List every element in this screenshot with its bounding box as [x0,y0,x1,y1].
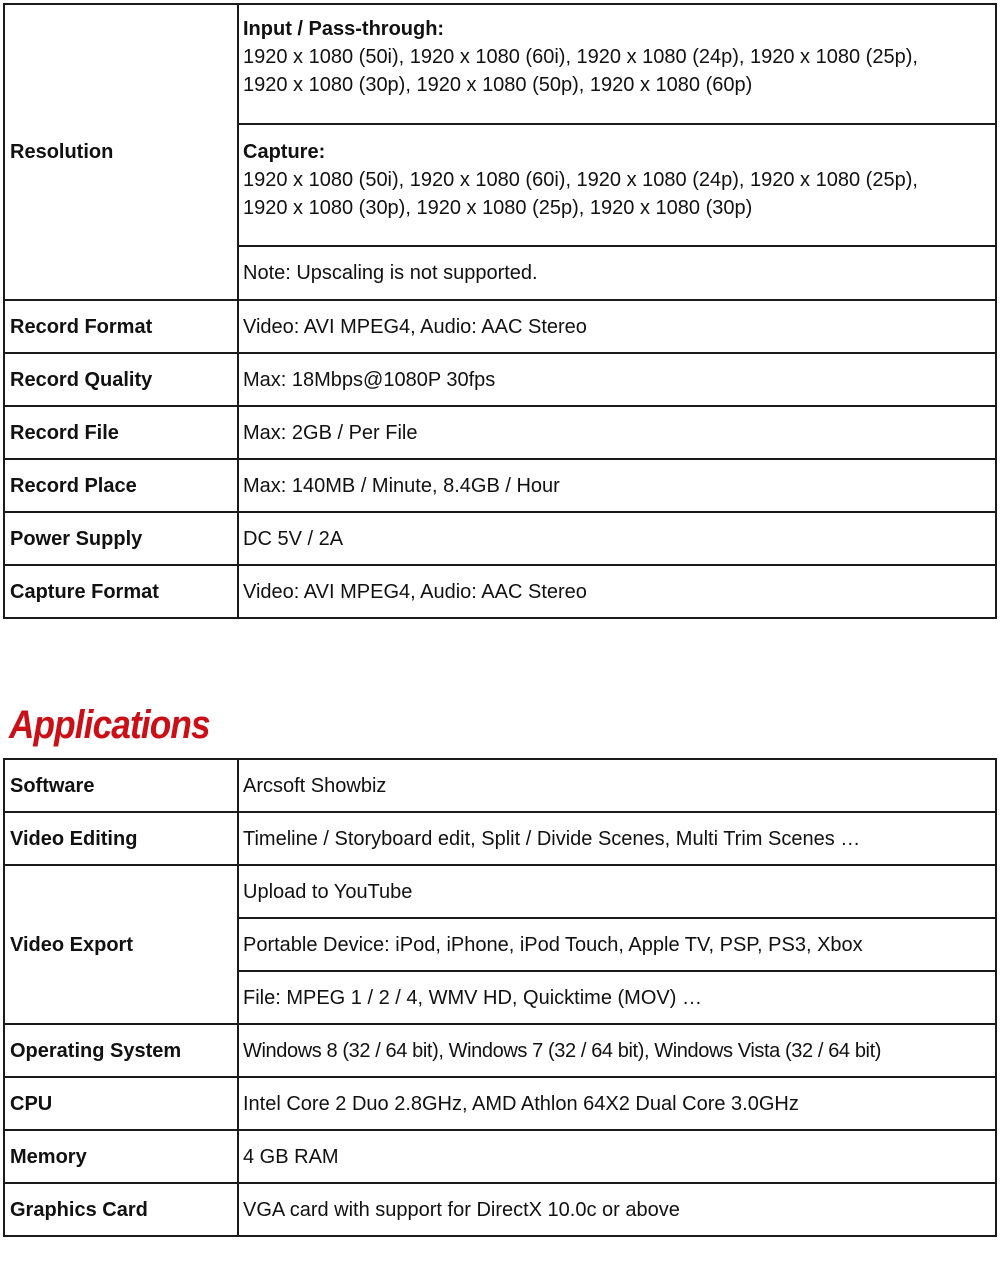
row-value-software: Arcsoft Showbiz [238,759,996,812]
row-label-video-editing: Video Editing [4,812,238,865]
table-row [4,1077,996,1130]
row-value-cpu: Intel Core 2 Duo 2.8GHz, AMD Athlon 64X2 Dual Core 3.0GHz [238,1077,996,1130]
table-row [4,565,996,618]
row-value-video-editing: Timeline / Storyboard edit, Split / Divide Scenes, Multi Trim Scenes … [238,812,996,865]
table-row [4,353,996,406]
resolution-capture-title: Capture: [243,141,326,163]
row-label-record-place: Record Place [4,459,238,512]
row-value-capture-format: Video: AVI MPEG4, Audio: AAC Stereo [238,565,996,618]
applications-heading: Applications [9,703,210,747]
row-label-graphics-card: Graphics Card [4,1183,238,1236]
table-row [4,812,996,865]
table-row [4,512,996,565]
row-value-record-format: Video: AVI MPEG4, Audio: AAC Stereo [238,300,996,353]
row-label-cpu: CPU [4,1077,238,1130]
row-label-record-quality: Record Quality [4,353,238,406]
table-row [4,406,996,459]
table-row [4,300,996,353]
row-label-power-supply: Power Supply [4,512,238,565]
table-row [4,759,996,812]
row-value-graphics-card: VGA card with support for DirectX 10.0c or above [238,1183,996,1236]
row-value-video-export-file: File: MPEG 1 / 2 / 4, WMV HD, Quicktime (MOV) … [238,971,996,1024]
table-row [4,459,996,512]
resolution-note: Note: Upscaling is not supported. [238,246,996,300]
row-label-software: Software [4,759,238,812]
applications-table [3,758,997,1237]
row-value-power-supply: DC 5V / 2A [238,512,996,565]
resolution-capture-line1: 1920 x 1080 (50i), 1920 x 1080 (60i), 1920 x 1080 (24p), 1920 x 1080 (25p), [243,169,918,191]
row-label-capture-format: Capture Format [4,565,238,618]
resolution-input-title: Input / Pass-through: [243,18,445,40]
table-row [4,865,996,918]
row-label-resolution: Resolution [4,4,238,300]
row-label-memory: Memory [4,1130,238,1183]
specifications-table [3,3,997,619]
row-label-record-format: Record Format [4,300,238,353]
resolution-capture-line2: 1920 x 1080 (30p), 1920 x 1080 (25p), 1920 x 1080 (30p) [243,197,753,219]
resolution-capture-cell [238,124,996,246]
row-value-video-export-youtube: Upload to YouTube [238,865,996,918]
row-value-record-quality: Max: 18Mbps@1080P 30fps [238,353,996,406]
row-value-operating-system: Windows 8 (32 / 64 bit), Windows 7 (32 / 64 bit), Windows Vista (32 / 64 bit) [238,1024,996,1077]
row-value-record-place: Max: 140MB / Minute, 8.4GB / Hour [238,459,996,512]
resolution-input-line1: 1920 x 1080 (50i), 1920 x 1080 (60i), 1920 x 1080 (24p), 1920 x 1080 (25p), [243,46,918,68]
row-label-operating-system: Operating System [4,1024,238,1077]
table-row [4,1024,996,1077]
resolution-input-cell [238,4,996,124]
table-row [4,1130,996,1183]
row-value-memory: 4 GB RAM [238,1130,996,1183]
row-label-video-export: Video Export [4,865,238,1024]
row-label-record-file: Record File [4,406,238,459]
row-value-record-file: Max: 2GB / Per File [238,406,996,459]
row-value-video-export-device: Portable Device: iPod, iPhone, iPod Touch, Apple TV, PSP, PS3, Xbox [238,918,996,971]
resolution-input-line2: 1920 x 1080 (30p), 1920 x 1080 (50p), 1920 x 1080 (60p) [243,74,753,96]
table-row [4,4,996,124]
table-row [4,1183,996,1236]
